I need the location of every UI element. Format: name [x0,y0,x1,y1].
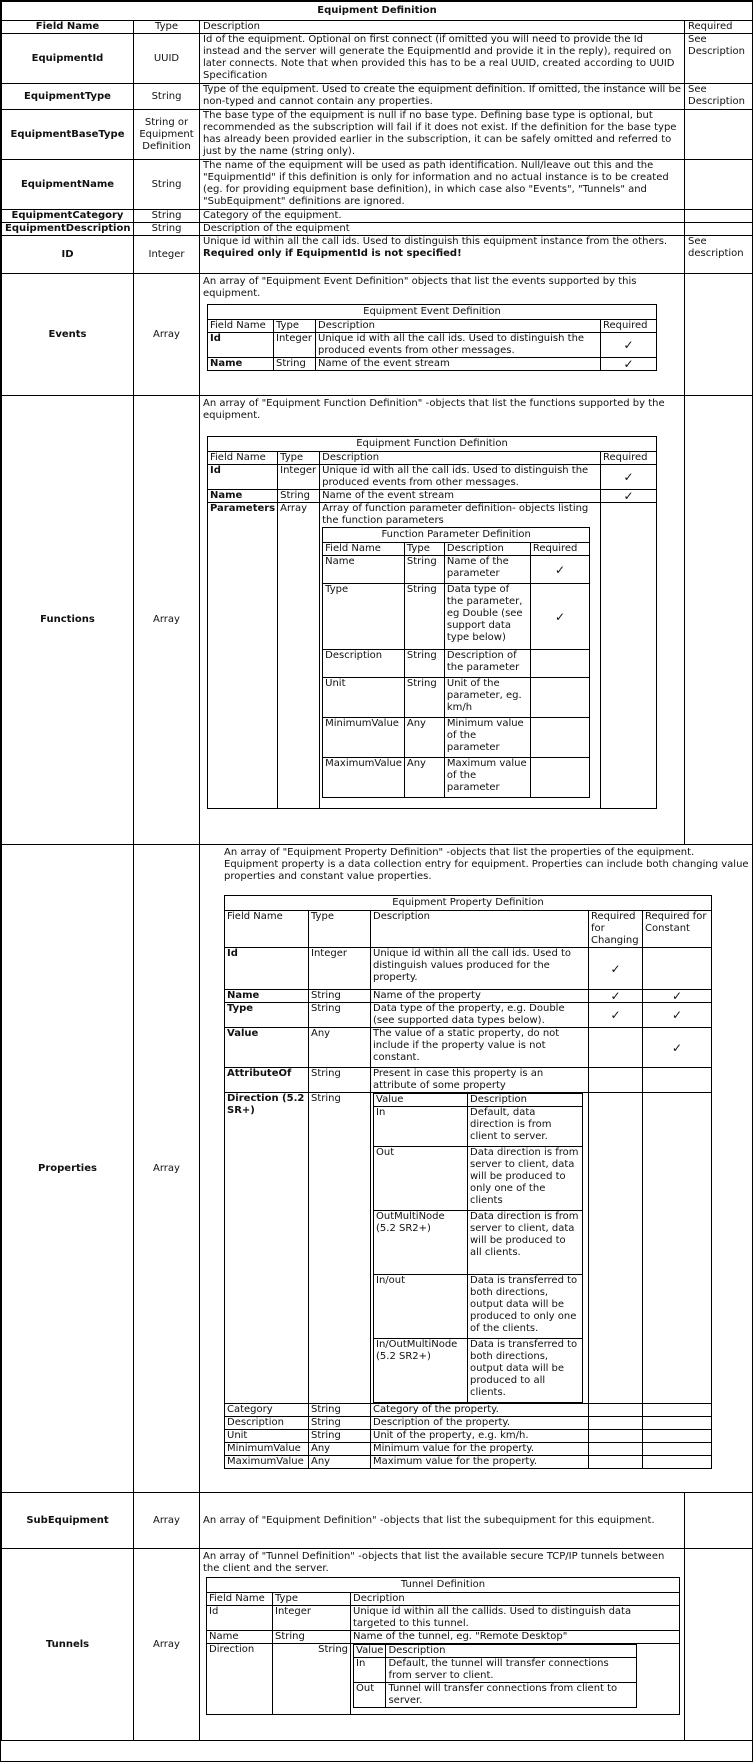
check-icon: ✓ [530,584,589,650]
field-type: UUID [134,34,200,84]
header-field-name: Field Name [207,1593,273,1606]
header-type: Type [278,452,320,465]
header-type: Type [273,1593,351,1606]
field-type: String [134,210,200,223]
field-type: String [309,1404,371,1417]
field-name: ID [2,236,134,274]
field-name: Name [225,990,309,1003]
check-icon: ✓ [589,948,643,990]
field-name: Value [225,1028,309,1068]
field-type: String [404,556,444,584]
sub-table-title: Equipment Function Definition [207,436,657,451]
field-description: The name of the equipment will be used as path identification. Null/leave out this and the "EquipmentId" if this definition is only for information and no actual instance is to be created (eg. for providing equipment base definition), in which case also "Events", "Tunnels" and "SubEquipment" definitions are ignored. [200,160,685,210]
header-field-name: Field Name [2,21,134,34]
field-type: Array [134,1493,200,1549]
table-row [225,948,712,990]
equipment-definition-table [1,1,753,1741]
event-definition-table [207,304,657,371]
header-type: Type [309,911,371,948]
field-description [200,236,685,274]
table-row [323,758,590,798]
field-type: Array [134,274,200,396]
field-description: Type of the equipment. Used to create the equipment definition. If omitted, the instance will be non-typed and cannot contain any properties. [200,84,685,110]
table-row [208,333,657,358]
field-description: Description of the parameter [444,650,530,678]
field-type: Any [404,758,444,798]
sub-table-header [208,320,657,333]
direction-value: In/out [374,1275,468,1339]
direction-value: In/OutMultiNode (5.2 SR2+) [374,1339,468,1403]
field-name: Type [225,1003,309,1028]
table-row [208,358,657,371]
field-name: Type [323,584,405,650]
field-type: Integer [273,1606,351,1631]
field-name: Name [323,556,405,584]
field-type: String [309,1093,371,1404]
table-row [374,1339,583,1403]
field-name: Direction (5.2 SR+) [225,1093,309,1404]
direction-value: Out [354,1683,386,1708]
sub-table-title: Tunnel Definition [206,1577,680,1592]
sub-table-header [354,1645,637,1658]
field-description [351,1644,680,1715]
field-name: SubEquipment [2,1493,134,1549]
field-type: String [273,1644,351,1715]
field-name: EquipmentName [2,160,134,210]
field-required: See Description [685,34,753,84]
direction-description: Default, data direction is from client to server. [468,1107,583,1147]
row-equipment-category [2,210,753,223]
field-name: Tunnels [2,1549,134,1741]
direction-description: Tunnel will transfer connections from client to server. [386,1683,637,1708]
field-name: Id [208,333,274,358]
header-field-name: Field Name [208,320,274,333]
table-row [225,1003,712,1028]
field-type: String [134,223,200,236]
direction-value: In [374,1107,468,1147]
table-row [225,1404,712,1417]
field-type: String [309,1003,371,1028]
field-description: An array of "Equipment Definition" -objects that list the subequipment for this equipment. [200,1493,685,1549]
header-description: Description [371,911,589,948]
field-name: MaximumValue [323,758,405,798]
field-required: See Description [685,84,753,110]
check-icon [643,948,712,990]
table-row [207,1606,680,1631]
header-required: Required [601,320,657,333]
row-equipment-description [2,223,753,236]
header-description: Decription [351,1593,680,1606]
field-name: Parameters [208,503,278,809]
check-icon: ✓ [643,1003,712,1028]
header-description: Description [200,21,685,34]
field-type: String [404,650,444,678]
field-name: Events [2,274,134,396]
field-name: Unit [323,678,405,718]
field-name: EquipmentBaseType [2,110,134,160]
table-row [225,1443,712,1456]
table-row [225,1028,712,1068]
tunnel-direction-table [353,1644,637,1708]
table-row [323,650,590,678]
field-description: Unique id with all the call ids. Used to distinguish the produced events from other messages. [316,333,601,358]
check-icon: ✓ [643,990,712,1003]
table-row [354,1683,637,1708]
sub-table-header [207,1593,680,1606]
field-name: Functions [2,396,134,845]
field-description: Unique id within all the callids. Used to distinguish data targeted to this tunnel. [351,1606,680,1631]
direction-value: Out [374,1147,468,1211]
direction-value: In [354,1658,386,1683]
direction-values-table [373,1093,583,1403]
check-icon [589,1068,643,1093]
header-description: Description [444,543,530,556]
direction-value: OutMultiNode (5.2 SR2+) [374,1211,468,1275]
field-name: MaximumValue [225,1456,309,1469]
table-row [374,1147,583,1211]
field-name: Id [225,948,309,990]
sub-table-header [374,1094,583,1107]
row-equipment-name [2,160,753,210]
header-description: Description [316,320,601,333]
sub-table-header [225,911,712,948]
field-name: EquipmentDescription [2,223,134,236]
field-name: AttributeOf [225,1068,309,1093]
function-parameter-table [322,527,590,798]
row-tunnels [2,1549,753,1741]
field-description: Category of the property. [371,1404,589,1417]
row-functions [2,396,753,845]
field-description: Name of the event stream [316,358,601,371]
direction-description: Data direction is from server to client, data will be produced to all clients. [468,1211,583,1275]
field-description: Name of the tunnel, eg. "Remote Desktop" [351,1631,680,1644]
field-name: Name [208,490,278,503]
field-type: String [134,84,200,110]
table-row [374,1107,583,1147]
header-description: Description [320,452,601,465]
direction-description: Data is transferred to both directions, output data will be produced to only one of the clients. [468,1275,583,1339]
tunnel-definition-table [206,1577,680,1715]
table-row [323,678,590,718]
field-name: Description [225,1417,309,1430]
field-type: Integer [309,948,371,990]
header-field-name: Field Name [208,452,278,465]
field-type: String [309,990,371,1003]
field-description-text: An array of "Tunnel Definition" -objects that list the available secure TCP/IP tunnels between the client and the server. [203,1551,665,1574]
field-description: Name of the parameter [444,556,530,584]
row-equipment-id [2,34,753,84]
header-value: Value [374,1094,468,1107]
field-description-text: Unique id within all the call ids. Used to distinguish this equipment instance from the others. [203,236,668,247]
field-description: Data type of the parameter, eg Double (see support data type below) [444,584,530,650]
field-type: Array [278,503,320,809]
field-description: Name of the event stream [320,490,601,503]
header-type: Type [274,320,316,333]
field-description: The value of a static property, do not include if the property value is not constant. [371,1028,589,1068]
field-description [371,1093,589,1404]
field-name: MinimumValue [323,718,405,758]
check-icon: ✓ [589,1003,643,1028]
field-type: String [278,490,320,503]
direction-description: Default, the tunnel will transfer connections from server to client. [386,1658,637,1683]
table-row [354,1658,637,1683]
header-required-changing: Required for Changing [589,911,643,948]
field-description: Data type of the property, e.g. Double (see supported data types below). [371,1003,589,1028]
table-title: Equipment Definition [2,2,753,21]
field-type: Any [309,1443,371,1456]
field-description [200,845,753,1493]
row-id [2,236,753,274]
field-description: Id of the equipment. Optional on first connect (if omitted you will need to provide the Id instead and the server will generate the EquipmentId and provide it in the reply), required on later connects. Note that when provided this has to be a real UUID, created according to UUID Specification [200,34,685,84]
field-type: Integer [134,236,200,274]
table-row [323,556,590,584]
field-type: String [309,1417,371,1430]
field-description [320,503,601,809]
field-type: String [273,1631,351,1644]
field-description: Unit of the parameter, eg. km/h [444,678,530,718]
table-row [374,1211,583,1275]
field-type: String [404,584,444,650]
check-icon: ✓ [601,490,657,503]
field-name: MinimumValue [225,1443,309,1456]
field-type: String [309,1430,371,1443]
field-name: Id [207,1606,273,1631]
header-value: Value [354,1645,386,1658]
check-icon: ✓ [530,556,589,584]
field-name: Id [208,465,278,490]
field-description: Present in case this property is an attribute of some property [371,1068,589,1093]
field-description: Unit of the property, e.g. km/h. [371,1430,589,1443]
header-type: Type [134,21,200,34]
header-required: Required [530,543,589,556]
sub-table-header [208,452,657,465]
table-row [207,1631,680,1644]
field-type: String [404,678,444,718]
field-description: Maximum value for the property. [371,1456,589,1469]
header-required: Required [685,21,753,34]
table-row [208,465,657,490]
field-name: Name [207,1631,273,1644]
field-type: Array [134,845,200,1493]
field-type: Integer [278,465,320,490]
check-icon [589,1028,643,1068]
check-icon [643,1068,712,1093]
table-row [225,1417,712,1430]
field-type: Any [404,718,444,758]
row-equipment-base-type [2,110,753,160]
field-description: The base type of the equipment is null if no base type. Defining base type is optional, but recommended as the subscription will fail if it does not exist. If the definition for the base type has already been provided earlier in the subscription, it can be safely omitted and referred to just by the name (string only). [200,110,685,160]
table-row [225,990,712,1003]
check-icon: ✓ [589,990,643,1003]
header-description: Description [386,1645,637,1658]
field-description: Maximum value of the parameter [444,758,530,798]
field-type: String [134,160,200,210]
table-row [225,1430,712,1443]
header-required-constant: Required for Constant [643,911,712,948]
table-row-direction [207,1644,680,1715]
field-description: Description of the equipment [200,223,685,236]
field-type: String [274,358,316,371]
table-row [225,1456,712,1469]
table-row [323,584,590,650]
field-type: Array [134,396,200,845]
check-icon: ✓ [601,358,657,371]
table-row [323,718,590,758]
field-description [200,274,685,396]
field-description: Category of the equipment. [200,210,685,223]
header-description: Description [468,1094,583,1107]
sub-table-title: Equipment Event Definition [207,304,657,319]
field-description: Unique id with all the call ids. Used to distinguish the produced events from other messages. [320,465,601,490]
field-description [200,396,685,845]
field-description-text: An array of "Equipment Function Definition" -objects that list the functions supported by the equipment. [203,398,665,421]
direction-description: Data is transferred to both directions, output data will be produced to all clients. [468,1339,583,1403]
field-name: Description [323,650,405,678]
field-required: See description [685,236,753,274]
sub-table-header [323,543,590,556]
header-required: Required [601,452,657,465]
field-description: Minimum value of the parameter [444,718,530,758]
field-description: Minimum value for the property. [371,1443,589,1456]
check-icon: ✓ [643,1028,712,1068]
field-type: Any [309,1456,371,1469]
row-sub-equipment [2,1493,753,1549]
table-row-parameters [208,503,657,809]
field-description-text: Array of function parameter definition- objects listing the function parameters [322,503,589,526]
field-name: Name [208,358,274,371]
field-type: String or Equipment Definition [134,110,200,160]
direction-description: Data direction is from server to client, data will be produced to only one of the clients [468,1147,583,1211]
header-field-name: Field Name [225,911,309,948]
property-definition-table [224,895,712,1469]
table-row [225,1068,712,1093]
field-description: Unique id within all the call ids. Used to distinguish values produced for the property. [371,948,589,990]
field-description [200,1549,685,1741]
field-name: EquipmentType [2,84,134,110]
sub-table-title: Equipment Property Definition [224,895,712,910]
table-row-direction [225,1093,712,1404]
row-equipment-type [2,84,753,110]
field-type: Array [134,1549,200,1741]
field-name: EquipmentCategory [2,210,134,223]
check-icon: ✓ [601,465,657,490]
sub-table-title: Function Parameter Definition [322,527,590,542]
function-definition-table [207,436,657,809]
check-icon: ✓ [601,333,657,358]
field-type: Any [309,1028,371,1068]
row-events [2,274,753,396]
header-type: Type [404,543,444,556]
field-description-text: An array of "Equipment Property Definition" -objects that list the properties of the equipment. Equipment property is a data collection entry for equipment. Properties can include both changing value properties and constant value properties. [224,847,749,882]
field-name: Category [225,1404,309,1417]
table-row [208,490,657,503]
header-field-name: Field Name [323,543,405,556]
row-properties [2,845,753,1493]
field-name: Unit [225,1430,309,1443]
field-description: Name of the property [371,990,589,1003]
field-name: Direction [207,1644,273,1715]
field-description-text: An array of "Equipment Event Definition" objects that list the events supported by this equipment. [203,276,637,299]
field-description: Description of the property. [371,1417,589,1430]
field-type: Integer [274,333,316,358]
field-description-note: Required only if EquipmentId is not specified! [203,248,462,259]
field-name: EquipmentId [2,34,134,84]
field-name: Properties [2,845,134,1493]
field-type: String [309,1068,371,1093]
table-row [374,1275,583,1339]
